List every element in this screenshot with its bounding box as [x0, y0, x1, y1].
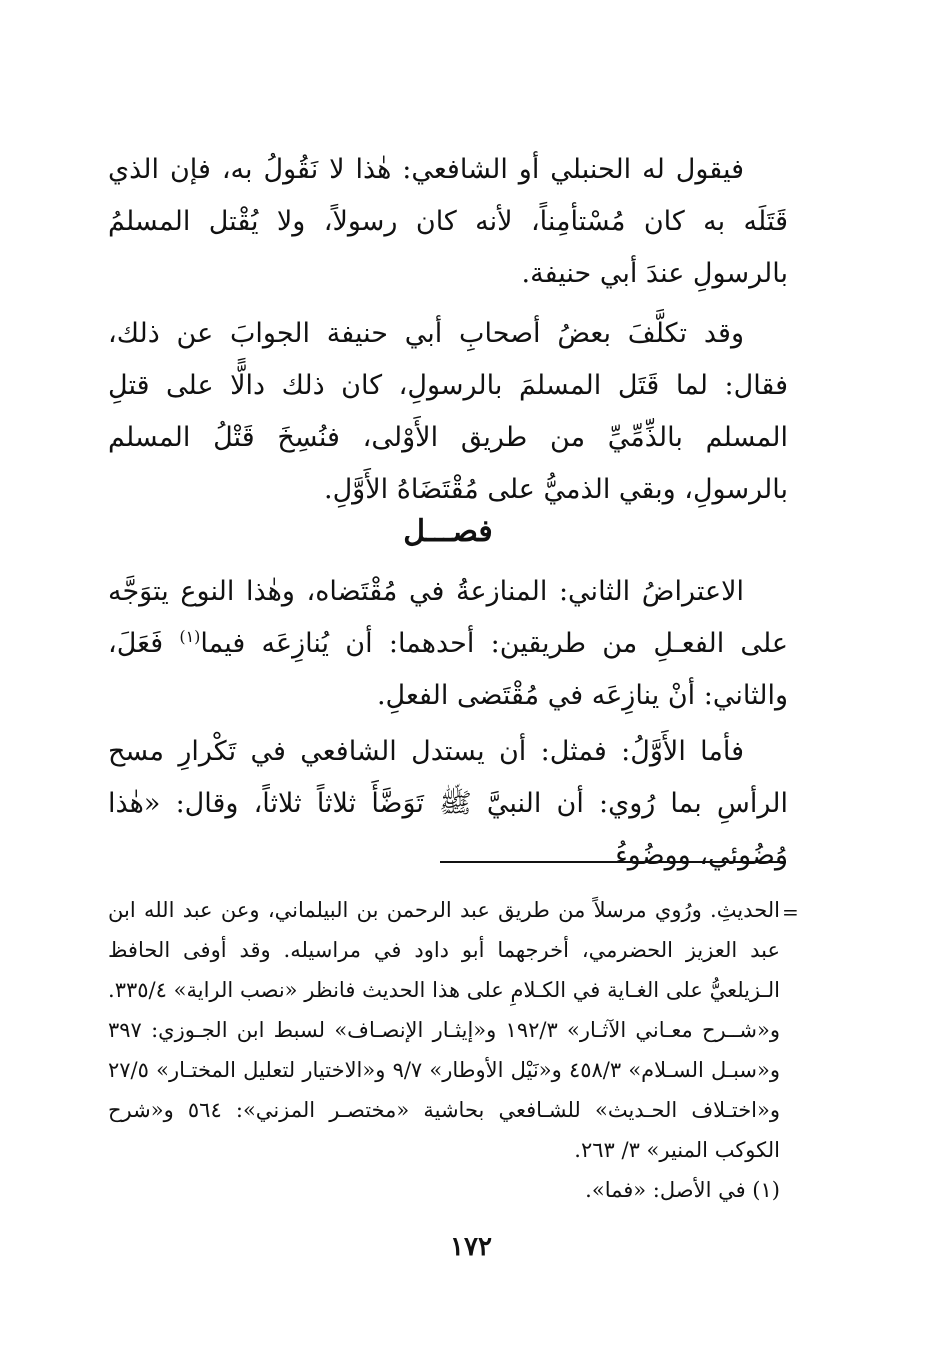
main-text-upper [108, 144, 788, 516]
footnote-ref-1: (١) [179, 627, 201, 646]
footnote-continuation: الحديثِ. ورُوي مرسلاً من طريق عبد الرحمن بن البيلماني، وعن عبد الله ابن عبد العزيز الحضرمي، أخرجهما أبو داود في مراسيله. وقد أوفى الحافظ الـزيلعيُّ على الغـاية في الكـلامِ على هذا الحديث فانظر «نصب الراية» ٣٣٥/٤. و«شــرح معـاني الآثـار» ١٩٢/٣ و«إيثـار الإنصـاف» لسبط ابن الجـوزي: ٣٩٧ و«سبـل السـلام» ٤٥٨/٣ و«نَيْل الأوطار» ٩/٧ و«الاختيار لتعليل المختـار» ٢٧/٥ و«اختـلاف الحـديث» للشـافعي بحاشية «مختصـر المزني»: ٥٦٤ و«شرح الكوكب المنير» ٣/ ٢٦٣. [108, 898, 781, 1162]
section-heading: فصـــل [403, 514, 493, 549]
paragraph-1: فيقول له الحنبلي أو الشافعي: هٰذا لا نَقُولُ به، فإن الذي قَتَلَه به كان مُسْتأمِناً، لأنه كان رسولاً، ولا يُقْتل المسلمُ بالرسولِ عندَ أبي حنيفة. [108, 154, 788, 289]
footnotes-block [108, 890, 780, 1210]
page-number: ١٧٢ [450, 1232, 492, 1262]
footnote-1: (١) في الأصل: «فما». [585, 1178, 780, 1202]
main-text-lower [108, 566, 788, 882]
footnote-continuation-mark: = [782, 900, 799, 924]
paragraph-4 [108, 726, 788, 882]
paragraph-3-text-a: الاعتراضُ الثاني: المنازعةُ في مُقْتَضاه، وهٰذا النوع يتوَجَّه على الفعـلِ من طريقين: أحدهما: أن يُنازِعَه فيما [108, 576, 788, 659]
paragraph-3-text-b: فَعَلَ، والثاني: أنْ ينازِعَه في مُقْتَضى الفعلِ. [108, 628, 788, 711]
paragraph-2: وقد تكلَّفَ بعضُ أصحابِ أبي حنيفة الجوابَ عن ذلك، فقال: لما قَتَل المسلمَ بالرسولِ، كان ذلك دالًّا على قتلِ المسلم بالذِّمِّيِّ من طريق الأَوْلى، فنُسِخَ قَتْلُ المسلم بالرسولِ، وبقي الذميُّ على مُقْتَضَاهُ الأَوَّلِ. [108, 318, 788, 505]
footnote-separator [440, 861, 786, 863]
paragraph-3 [108, 566, 788, 722]
paragraph-4-text: فأما الأَوَّلُ: فمثل: أن يستدل الشافعي في تَكْرارِ مسح الرأسِ بما رُوي: أن النبيَّ ﷺ تَوَضَّأَ ثلاثاً ثلاثاً، وقال: «هٰذا وُضُوئي، ووضُوءُ [108, 736, 788, 871]
